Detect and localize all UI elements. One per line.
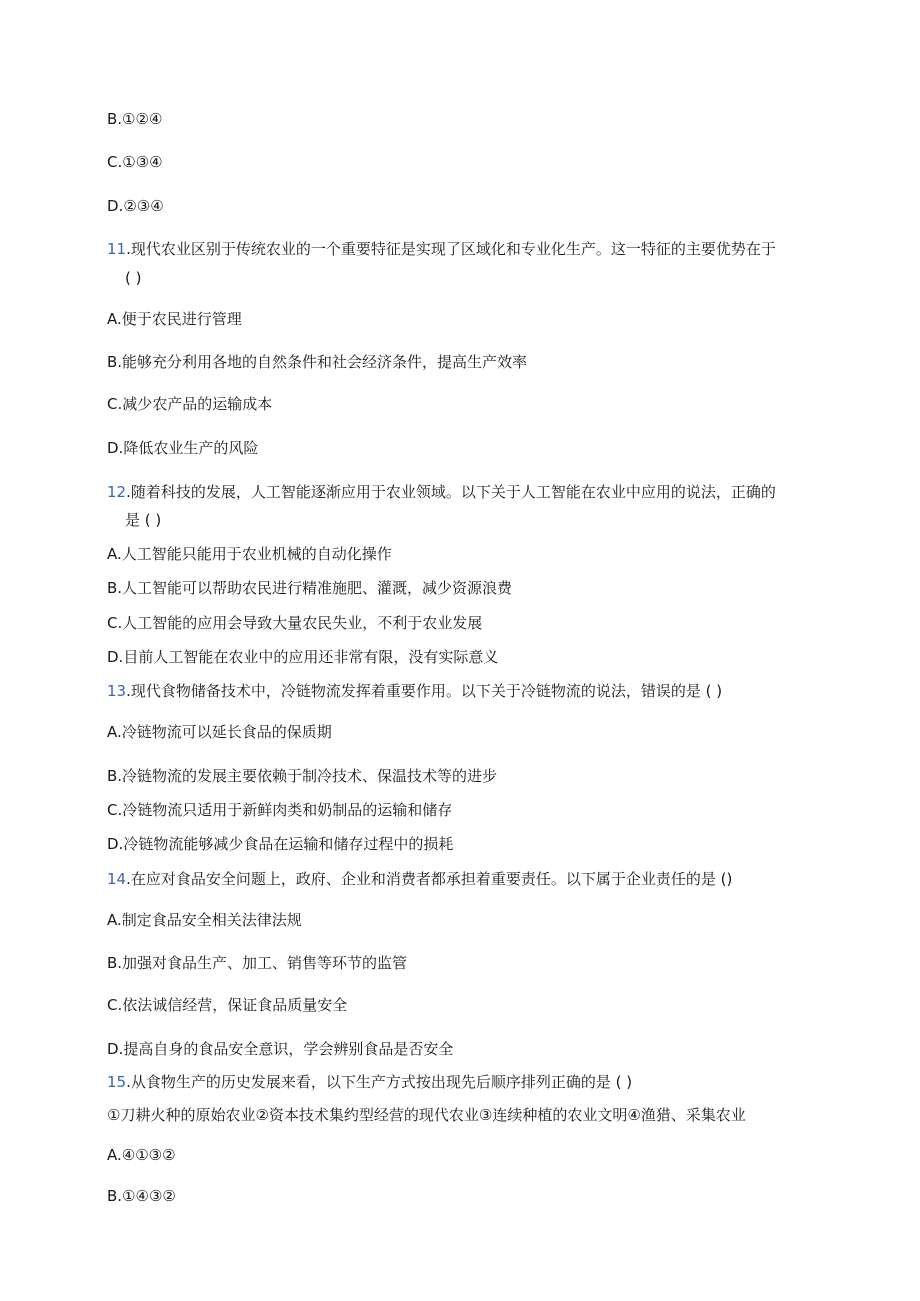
line-text: C.冷链物流只适用于新鲜肉类和奶制品的运输和储存 xyxy=(107,801,453,819)
question-number: 12 xyxy=(107,483,127,501)
line-text: C.①③④ xyxy=(107,153,163,171)
question-number: 14 xyxy=(107,870,127,888)
question-line xyxy=(107,482,776,502)
option-line xyxy=(107,438,258,458)
line-text: A.制定食品安全相关法律法规 xyxy=(107,911,302,929)
option-line xyxy=(107,1145,176,1165)
question-line xyxy=(107,869,732,889)
line-text: .在应对食品安全问题上，政府、企业和消费者都承担着重要责任。以下属于企业责任的是 () xyxy=(126,870,733,888)
question-number: 11 xyxy=(107,240,127,258)
option-line xyxy=(107,152,163,172)
line-text: A.人工智能只能用于农业机械的自动化操作 xyxy=(107,545,392,563)
line-text: A.④①③② xyxy=(107,1146,176,1164)
line-text: D.冷链物流能够减少食品在运输和储存过程中的损耗 xyxy=(107,835,454,853)
line-text: .随着科技的发展，人工智能逐渐应用于农业领域。以下关于人工智能在农业中应用的说法，正确的 xyxy=(126,483,776,501)
option-line xyxy=(107,800,452,820)
line-text: D.②③④ xyxy=(107,197,164,215)
line-text: ( ) xyxy=(125,269,142,287)
line-text: .从食物生产的历史发展来看，以下生产方式按出现先后顺序排列正确的是 ( ) xyxy=(126,1073,633,1091)
question-number: 15 xyxy=(107,1073,127,1091)
line-text: B.①②④ xyxy=(107,110,163,128)
line-text: .现代食物储备技术中，冷链物流发挥着重要作用。以下关于冷链物流的说法，错误的是 ( ) xyxy=(126,682,723,700)
line-text: D.目前人工智能在农业中的应用还非常有限，没有实际意义 xyxy=(107,648,499,666)
question-line xyxy=(107,239,776,259)
line-text: B.能够充分利用各地的自然条件和社会经济条件，提高生产效率 xyxy=(107,353,528,371)
question-line xyxy=(107,1072,632,1092)
line-text: ①刀耕火种的原始农业②资本技术集约型经营的现代农业③连续种植的农业文明④渔猎、采集农业 xyxy=(107,1106,746,1124)
line-text: B.人工智能可以帮助农民进行精准施肥、灌溉，减少资源浪费 xyxy=(107,579,513,597)
option-line xyxy=(107,578,512,598)
line-text: B.①④③② xyxy=(107,1187,176,1205)
option-line xyxy=(107,766,497,786)
line-text: A.冷链物流可以延长食品的保质期 xyxy=(107,723,332,741)
option-line xyxy=(107,394,272,414)
line-text: C.人工智能的应用会导致大量农民失业，不利于农业发展 xyxy=(107,614,483,632)
option-line xyxy=(107,1039,453,1059)
line-text: C.减少农产品的运输成本 xyxy=(107,395,273,413)
line-text: 是 ( ) xyxy=(125,511,162,529)
option-line xyxy=(107,309,242,329)
option-line xyxy=(107,834,453,854)
option-line xyxy=(107,613,482,633)
line-text: C.依法诚信经营，保证食品质量安全 xyxy=(107,996,348,1014)
option-line xyxy=(107,352,527,372)
question-continuation xyxy=(125,268,141,288)
line-text: A.便于农民进行管理 xyxy=(107,310,242,328)
option-line xyxy=(107,196,164,216)
line-text: D.提高自身的食品安全意识，学会辨别食品是否安全 xyxy=(107,1040,454,1058)
option-line xyxy=(107,1186,176,1206)
option-line xyxy=(107,995,347,1015)
option-line xyxy=(107,647,498,667)
line-text: .现代农业区别于传统农业的一个重要特征是实现了区域化和专业化生产。这一特征的主要优势在于 xyxy=(126,240,776,258)
line-text: B.加强对食品生产、加工、销售等环节的监管 xyxy=(107,954,408,972)
option-line xyxy=(107,910,302,930)
question-line xyxy=(107,681,722,701)
option-line xyxy=(107,953,407,973)
line-text: B.冷链物流的发展主要依赖于制冷技术、保温技术等的进步 xyxy=(107,767,498,785)
question-continuation xyxy=(125,510,161,530)
line-text: D.降低农业生产的风险 xyxy=(107,439,259,457)
question-number: 13 xyxy=(107,682,127,700)
option-line xyxy=(107,544,392,564)
option-line xyxy=(107,109,162,129)
statement-line xyxy=(107,1105,746,1125)
option-line xyxy=(107,722,332,742)
